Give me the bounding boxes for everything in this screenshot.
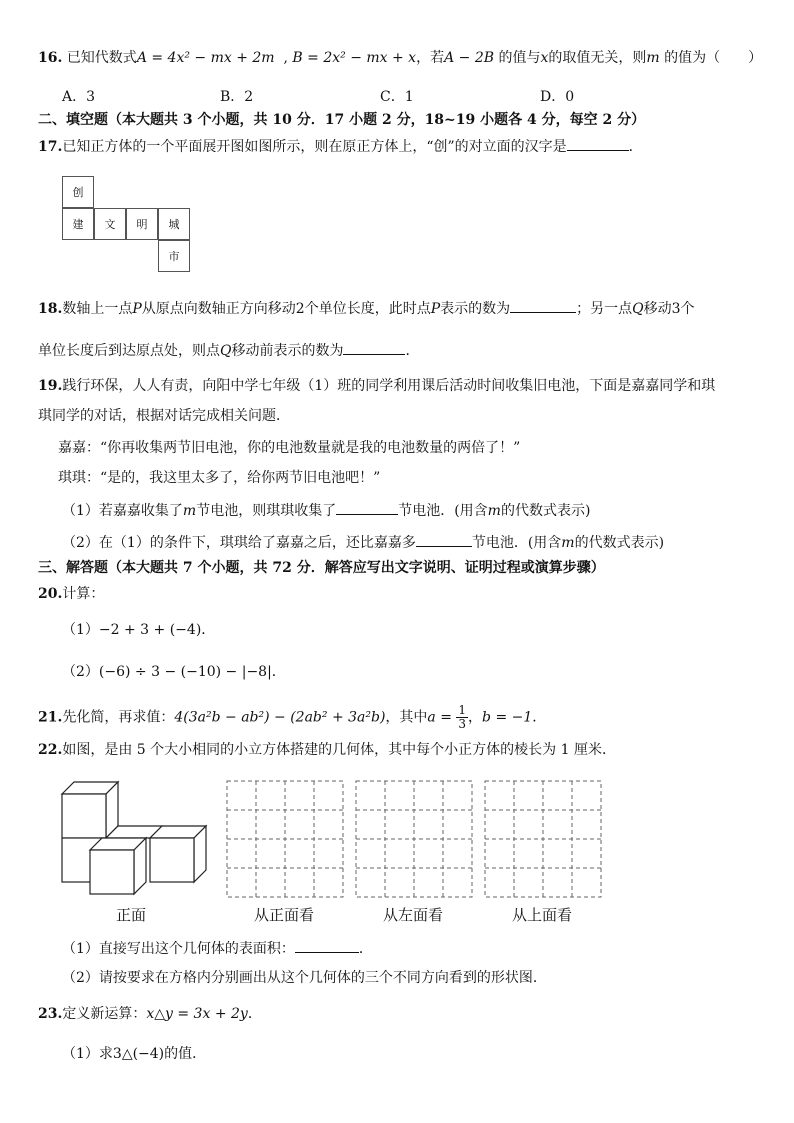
caption-left-view: 从左面看: [383, 906, 444, 924]
answer-blank[interactable]: [343, 340, 405, 355]
option-a[interactable]: A．3: [62, 89, 96, 105]
answer-blank[interactable]: [416, 532, 472, 547]
question-22: 22.如图，是由 5 个大小相同的小立方体搭建的几何体，其中每个小正方体的棱长为 1 厘米．: [38, 742, 616, 758]
question-21: 21.先化简，再求值：4(3a²b − ab²) − (2ab² + 3a²b)，其中a = $\frac{1}{3}$ ，b = −1．: [38, 703, 547, 731]
expression-a: A = 4x² − mx + 2m: [136, 50, 275, 66]
net-cell: 建: [62, 208, 94, 240]
question-23-sub-1: （1）求3△(−4)的值．: [62, 1046, 207, 1062]
question-19-sub-1: （1）若嘉嘉收集了m节电池，则琪琪收集了 节电池．(用含m的代数式表示): [62, 500, 590, 521]
dialog-jiajia: 嘉嘉：“你再收集两节旧电池，你的电池数量就是我的电池数量的两倍了！”: [58, 440, 521, 456]
question-20-sub-2: （2）(−6) ÷ 3 − (−10) − |−8|．: [62, 664, 286, 680]
net-cell: 明: [126, 208, 158, 240]
expression-b: B = 2x² − mx + x: [292, 50, 417, 66]
option-c[interactable]: C．1: [380, 89, 414, 105]
caption-top-view: 从上面看: [512, 906, 573, 924]
question-number: 16.: [38, 50, 63, 66]
section-heading-solutions: 三、解答题（本大题共 7 个小题，共 72 分．解答应写出文字说明、证明过程或演算步骤）: [38, 560, 605, 576]
question-19-line-1: 19.践行环保，人人有责，向阳中学七年级（1）班的同学利用课后活动时间收集旧电池，下面是嘉嘉同学和琪: [38, 378, 716, 394]
net-cell: 文: [94, 208, 126, 240]
dialog-qiqi: 琪琪：“是的，我这里太多了，给你两节旧电池吧！”: [58, 470, 381, 486]
caption-front: 正面: [116, 906, 147, 924]
answer-blank[interactable]: [295, 938, 359, 953]
left-view-grid[interactable]: [355, 780, 473, 898]
front-view-grid[interactable]: [226, 780, 344, 898]
net-cell: 城: [158, 208, 190, 240]
question-18-line-1: 18.数轴上一点P从原点向数轴正方向移动2个单位长度，此时点P表示的数为 ；另一点Q移动3个: [38, 298, 695, 319]
section-heading-fill-in: 二、填空题（本大题共 3 个小题，共 10 分．17 小题 2 分，18~19 小题各 4 分，每空 2 分）: [38, 112, 646, 128]
answer-blank[interactable]: [336, 500, 398, 515]
question-22-sub-1: （1）直接写出这个几何体的表面积： ．: [62, 938, 373, 959]
question-19-line-2: 琪同学的对话，根据对话完成相关问题．: [38, 408, 290, 424]
option-d[interactable]: D．0: [540, 89, 575, 105]
question-23: 23.定义新运算：x△y = 3x + 2y．: [38, 1006, 262, 1022]
question-19-sub-2: （2）在（1）的条件下，琪琪给了嘉嘉之后，还比嘉嘉多 节电池．(用含m的代数式表示): [62, 532, 664, 553]
net-cell: 市: [158, 240, 190, 272]
question-20-sub-1: （1）−2 + 3 + (−4)．: [62, 622, 216, 638]
answer-blank[interactable]: [567, 136, 629, 151]
answer-blank[interactable]: [510, 298, 576, 313]
fraction-one-third: $\frac{1}{3}$: [458, 703, 467, 731]
question-18-line-2: 单位长度后到达原点处，则点Q移动前表示的数为 ．: [38, 340, 419, 361]
question-17: 17.已知正方体的一个平面展开图如图所示，则在原正方体上，“创”的对立面的汉字是 ．: [38, 136, 643, 157]
option-b[interactable]: B．2: [220, 89, 254, 105]
net-cell: 创: [62, 176, 94, 208]
question-16: 16. 已知代数式A = 4x² − mx + 2m , B = 2x² − mx + x，若A − 2B 的值与x的取值无关，则m 的值为（ ）: [38, 50, 763, 66]
top-view-grid[interactable]: [484, 780, 602, 898]
question-22-sub-2: （2）请按要求在方格内分别画出从这个几何体的三个不同方向看到的形状图．: [62, 970, 547, 986]
cube-stack-figure: [60, 776, 210, 900]
caption-front-view: 从正面看: [254, 906, 315, 924]
question-20: 20.计算：: [38, 586, 105, 602]
